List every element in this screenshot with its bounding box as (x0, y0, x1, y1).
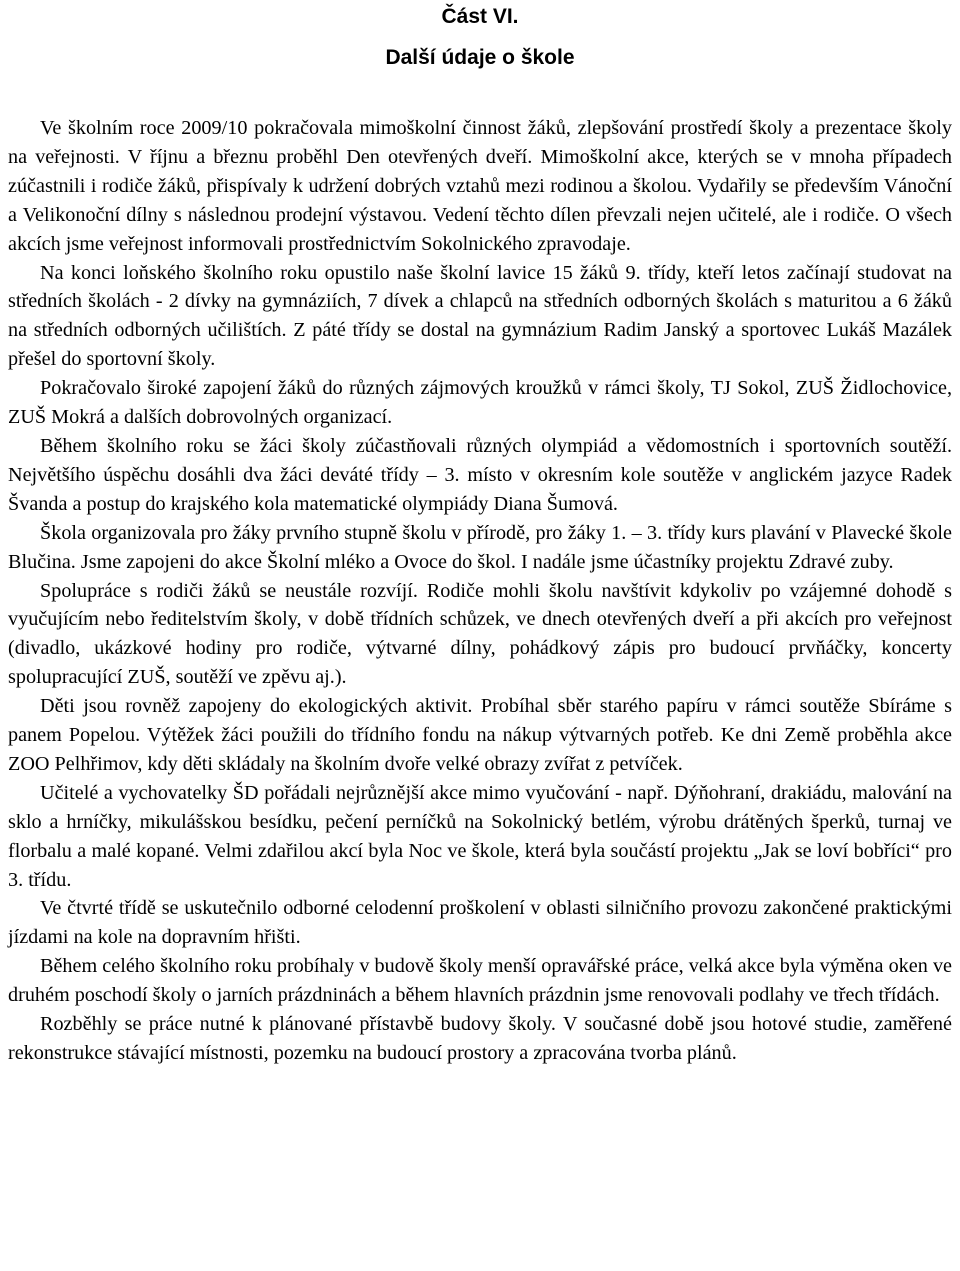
paragraph: Ve čtvrté třídě se uskutečnilo odborné celodenní proškolení v oblasti silničního provozu zakončené praktickými jízdami na kole na dopravním hřišti. (8, 897, 952, 949)
paragraph: Učitelé a vychovatelky ŠD pořádali nejrůznější akce mimo vyučování - např. Dýňohraní, drakiádu, malování na sklo a hrníčky, mikulášskou besídku, pečení perníčků na Sokolnický betlém, výrobu drátěných šperků, turnaj ve florbalu a malé kopané. Velmi zdařilou akcí byla Noc ve škole, která byla součástí projektu „Jak se loví bobříci“ pro 3. třídu. (8, 781, 952, 891)
paragraph: Během školního roku se žáci školy zúčastňovali různých olympiád a vědomostních i sportovních soutěží. Největšího úspěchu dosáhli dva žáci deváté třídy – 3. místo v okresním kole soutěže v anglickém jazyce Radek Švanda a postup do krajského kola matematické olympiády Diana Šumová. (8, 434, 952, 515)
paragraph: Pokračovalo široké zapojení žáků do různých zájmových kroužků v rámci školy, TJ Sokol, ZUŠ Židlochovice, ZUŠ Mokrá a dalších dobrovolných organizací. (8, 377, 952, 429)
paragraph: Děti jsou rovněž zapojeny do ekologických aktivit. Probíhal sběr starého papíru v rámci soutěže Sbíráme s panem Popelou. Výtěžek žáci použili do třídního fondu na nákup výtvarných potřeb. Ke dni Země proběhla akce ZOO Pelhřimov, kdy děti skládaly na školním dvoře velké obrazy zvířat z petvíček. (8, 695, 952, 775)
paragraph: Během celého školního roku probíhaly v budově školy menší opravářské práce, velká akce byla výměna oken ve druhém poschodí školy o jarních prázdninách a během hlavních prázdnin jsme renovovali podlahy ve třech třídách. (8, 955, 952, 1007)
page-subheading: Další údaje o škole (385, 46, 575, 69)
paragraph: Škola organizovala pro žáky prvního stupně školu v přírodě, pro žáky 1. – 3. třídy kurs plavání v Plavecké škole Blučina. Jsme zapojeni do akce Školní mléko a Ovoce do škol. I nadále jsme účastníky projektu Zdravé zuby. (8, 521, 952, 573)
paragraph: Na konci loňského školního roku opustilo naše školní lavice 15 žáků 9. třídy, kteří letos začínají studovat na středních školách - 2 dívky na gymnáziích, 7 dívek a chlapců na středních odborných školách s maturitou a 6 žáků na středních odborných učilištích. Z páté třídy se dostal na gymnázium Radim Janský a sportovec Lukáš Mazálek přešel do sportovní školy. (8, 261, 952, 371)
paragraph: Rozběhly se práce nutné k plánované přístavbě budovy školy. V současné době jsou hotové studie, zaměřené rekonstrukce stávající místnosti, pozemku na budoucí prostory a zpracována tvorba plánů. (8, 1013, 952, 1064)
paragraph: Ve školním roce 2009/10 pokračovala mimoškolní činnost žáků, zlepšování prostředí školy a prezentace školy na veřejnosti. V říjnu a březnu proběhl Den otevřených dveří. Mimoškolní akce, kterých se v mnoha případech zúčastnili i rodiče žáků, přispívaly k udržení dobrých vztahů mezi rodinou a školou. Vydařily se především Vánoční a Velikonoční dílny s následnou prodejní výstavou. Vedení těchto dílen převzali nejen učitelé, ale i rodiče. O všech akcích jsme veřejnost informovali prostřednictvím Sokolnického zpravodaje. (8, 117, 952, 255)
paragraph: Spolupráce s rodiči žáků se neustále rozvíjí. Rodiče mohli školu navštívit kdykoliv po vzájemné dohodě s vyučujícím nebo ředitelstvím školy, v době třídních schůzek, ve dnech otevřených dveří a při akcích pro veřejnost (divadlo, ukázkové hodiny pro rodiče, výtvarné dílny, pohádkový zápis pro budoucí prvňáčky, koncerty spolupracující ZUŠ, soutěží ve zpěvu aj.). (8, 579, 952, 689)
page-heading: Část VI. (441, 5, 519, 28)
document-body (8, 114, 952, 1068)
